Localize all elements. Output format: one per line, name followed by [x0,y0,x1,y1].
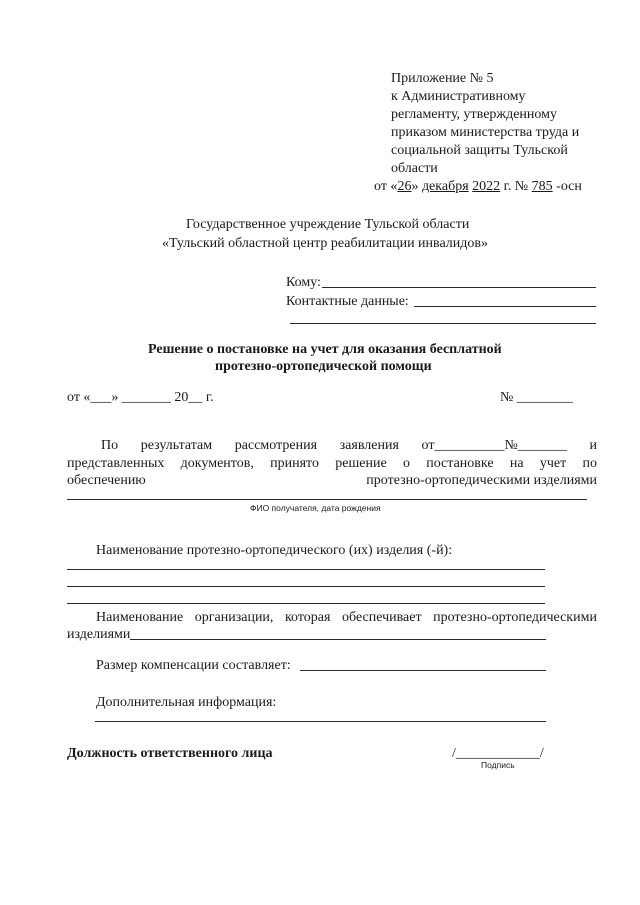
word: на [509,456,524,471]
institution-full-name: «Тульский областной центр реабилитации инвалидов» [162,236,489,251]
institution-name: Государственное учреждение Тульской области [186,217,470,232]
word: По [101,438,119,453]
additional-info-field[interactable] [95,721,546,722]
word: документов, [180,456,254,471]
organization-field[interactable] [130,639,546,640]
word: решение [335,456,387,471]
contacts-field[interactable] [414,306,596,307]
date-suffix: г. № [500,179,532,194]
word: протезно-ортопедическими [433,610,597,625]
appendix-number: Приложение № 5 [391,71,494,86]
order-number: 785 [531,179,553,194]
word: постановке [426,456,494,471]
contacts-field-extra[interactable] [290,323,596,324]
recipient-field[interactable] [322,287,596,288]
appendix-line: социальной защиты Тульской [391,143,568,158]
product-name-field[interactable] [67,586,545,587]
word: обеспечению [67,473,146,488]
fio-caption: ФИО получателя, дата рождения [250,503,381,513]
date-prefix: от « [374,179,398,194]
application-ref: от__________№_______ [421,438,567,453]
contacts-label: Контактные данные: [286,294,409,309]
decision-title-cont: протезно-ортопедической помощи [215,359,432,374]
decision-number: № ________ [500,390,573,405]
decision-date: от «___» _______ 20__ г. [67,390,214,405]
word: принято [270,456,319,471]
appendix-line: области [391,161,438,176]
word: обеспечивает [342,610,422,625]
order-year: 2022 [472,179,501,194]
product-name-label: Наименование протезно-ортопедического (их) изделия (-й): [96,543,453,558]
recipient-label: Кому: [286,275,321,290]
word: представленных [67,456,165,471]
product-name-field[interactable] [67,603,545,604]
appendix-line: регламенту, утвержденному [391,107,557,122]
org-row-1 [67,609,597,626]
word: протезно-ортопедическими изделиями [366,473,597,488]
word: о [402,456,410,471]
body-row-3 [67,472,597,489]
compensation-field[interactable] [300,670,546,671]
word: и [589,438,597,453]
signature-field[interactable]: /____________/ [452,746,544,761]
decision-title: Решение о постановке на учет для оказания бесплатной [148,342,502,357]
body-row-1 [67,437,597,454]
date-mid: » [411,179,422,194]
word: рассмотрения [234,438,318,453]
order-day: 26 [397,179,412,194]
signature-caption: Подпись [481,760,515,770]
order-month: декабря [421,179,469,194]
compensation-label: Размер компенсации составляет: [96,658,291,673]
additional-info-label: Дополнительная информация: [96,695,277,710]
word: заявления [339,438,399,453]
appendix-order-date [374,178,582,195]
word: Наименование [96,610,184,625]
word: по [582,456,597,471]
body-row-2 [67,455,597,472]
appendix-line: к Административному [391,89,526,104]
org-row-2: изделиями [67,627,131,642]
appendix-line: приказом министерства труда и [391,125,580,140]
product-name-field[interactable] [67,569,545,570]
word: результатам [140,438,213,453]
word: которая [284,610,331,625]
word: учет [539,456,567,471]
recipient-fio-field[interactable] [67,499,587,500]
word: организации, [194,610,274,625]
number-suffix: -осн [552,179,582,194]
official-position-label: Должность ответственного лица [67,746,273,761]
